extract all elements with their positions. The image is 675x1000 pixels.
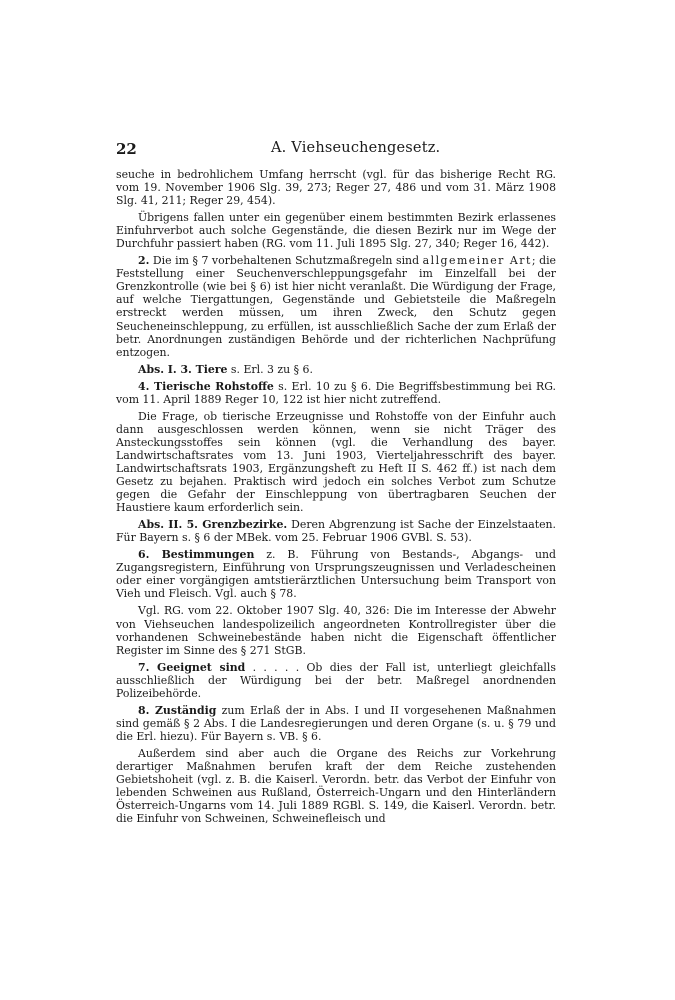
note-label: 2. [138, 254, 150, 268]
note-label: 8. Zuständig [138, 703, 217, 717]
paragraph [116, 604, 556, 656]
paragraph-text: seuche in bedrohlichem Umfang herrscht (vgl. für das bisherige Recht RG. vom 19. November 1906 Slg. 39, 273; Reger 27, 486 und vom 31. März 1908 Slg. 41, 211; Reger 29, 454). [116, 168, 556, 208]
paragraph-text: Deren Abgrenzung ist Sache der Einzelstaaten. Für Bayern s. § 6 der MBek. vom 25. Februar 1906 GVBl. S. 53). [116, 518, 556, 545]
paragraph-text: Die Frage, ob tierische Erzeugnisse und Rohstoffe von der Einfuhr auch dann ausgeschlossen werden können, wenn sie nicht Träger des Ansteckungsstoffes sein können (vgl. die Verhandlung des bayer. Landwirtschaftsrates vom 13. Juni 1903, Vierteljahresschrift des bayer. Landwirtschaftsrats 1903, Ergänzungsheft zu Heft II S. 462 ff.) ist nach dem Gesetz zu bejahen. Praktisch wird jedoch ein solches Verbot zum Schutze gegen die Gefahr der Einschleppung von übertragbaren Seuchen der Haustiere kaum erforderlich sein. [116, 409, 556, 515]
page-header [116, 140, 556, 160]
paragraph-text: Vgl. RG. vom 22. Oktober 1907 Slg. 40, 326: Die im Interesse der Abwehr von Viehseuchen landespolizeilich angeordneten Kontrollregister über die vorhandenen Schweinebestände haben nicht die Eigenschaft öffentlicher Register im Sinne des § 271 StGB. [116, 604, 556, 657]
paragraph [116, 747, 556, 825]
paragraph [116, 363, 556, 376]
note-label: 7. Geeignet sind [138, 660, 246, 674]
note-label: Abs. I. 3. Tiere [138, 362, 228, 376]
paragraph-text: z. B. Führung von Bestands-, Abgangs- und Zugangsregistern, Einführung von Ursprungszeugnissen und Verladescheinen oder einer vorgängigen amtstierärztlichen Untersuchung beim Transport von Vieh und Fleisch. Vgl. auch § 78. [116, 548, 556, 601]
paragraph-text: zum Erlaß der in Abs. I und II vorgesehenen Maßnahmen sind gemäß § 2 Abs. I die Landesregierungen und deren Organe (s. u. § 79 und die Erl. hiezu). Für Bayern s. VB. § 6. [116, 703, 556, 743]
paragraph-text: s. Erl. 3 zu § 6. [227, 362, 313, 376]
paragraph-text: Die im § 7 vorbehaltenen Schutzmaßregeln sind [149, 254, 423, 268]
paragraph [116, 168, 556, 207]
paragraph [116, 211, 556, 250]
body-text [116, 168, 556, 829]
paragraph [116, 410, 556, 514]
spaced-emphasis: allgemeiner Art [422, 254, 532, 268]
paragraph-text: ; die Feststellung einer Seuchenverschleppungsgefahr im Einzelfall bei der Grenzkontrolle (wie bei § 6) ist hier nicht veranlaßt. Die Würdigung der Frage, auf welche Tiergattungen, Gegenstände und Gebietsteile die Maßregeln erstreckt werden müssen, um ihren Zweck, den Schutz gegen Seucheneinschleppung, zu erfüllen, ist ausschließlich Sache der zum Erlaß der betr. Anordnungen zuständigen Behörde und der richterlichen Nachprüfung entzogen. [116, 254, 557, 359]
paragraph [116, 704, 556, 743]
note-label: 4. Tierische Rohstoffe [138, 379, 274, 393]
paragraph-text: Außerdem sind aber auch die Organe des Reichs zur Vorkehrung derartiger Maßnahmen berufen kraft der dem Reiche zustehenden Gebietshoheit (vgl. z. B. die Kaiserl. Verordn. betr. das Verbot der Einfuhr von lebenden Schweinen aus Rußland, Österreich-Ungarn und den Hinterländern Österreich-Ungarns vom 14. Juli 1889 RGBl. S. 149, die Kaiserl. Verordn. betr. die Einfuhr von Schweinen, Schweinefleisch und [116, 746, 556, 826]
paragraph [116, 380, 556, 406]
page-number: 22 [116, 140, 137, 158]
paragraph-text: s. Erl. 10 zu § 6. Die Begriffsbestimmung bei RG. vom 11. April 1889 Reger 10, 122 ist hier nicht zutreffend. [116, 379, 556, 406]
paragraph [116, 518, 556, 544]
paragraph [116, 548, 556, 600]
running-title: A. Viehseuchengesetz. [271, 140, 441, 156]
paragraph-text: . . . . . Ob dies der Fall ist, unterliegt gleichfalls ausschließlich der Würdigung bei der betr. Maßregel anordnenden Polizeibehörde. [116, 660, 556, 700]
paragraph [116, 661, 556, 700]
note-label: 6. Bestimmungen [138, 548, 255, 562]
paragraph [116, 254, 556, 358]
note-label: Abs. II. 5. Grenzbezirke. [138, 518, 288, 532]
paragraph-text: Übrigens fallen unter ein gegenüber einem bestimmten Bezirk erlassenes Einfuhrverbot auch solche Gegenstände, die diesen Bezirk nur im Wege der Durchfuhr passiert haben (RG. vom 11. Juli 1895 Slg. 27, 340; Reger 16, 442). [116, 211, 556, 251]
